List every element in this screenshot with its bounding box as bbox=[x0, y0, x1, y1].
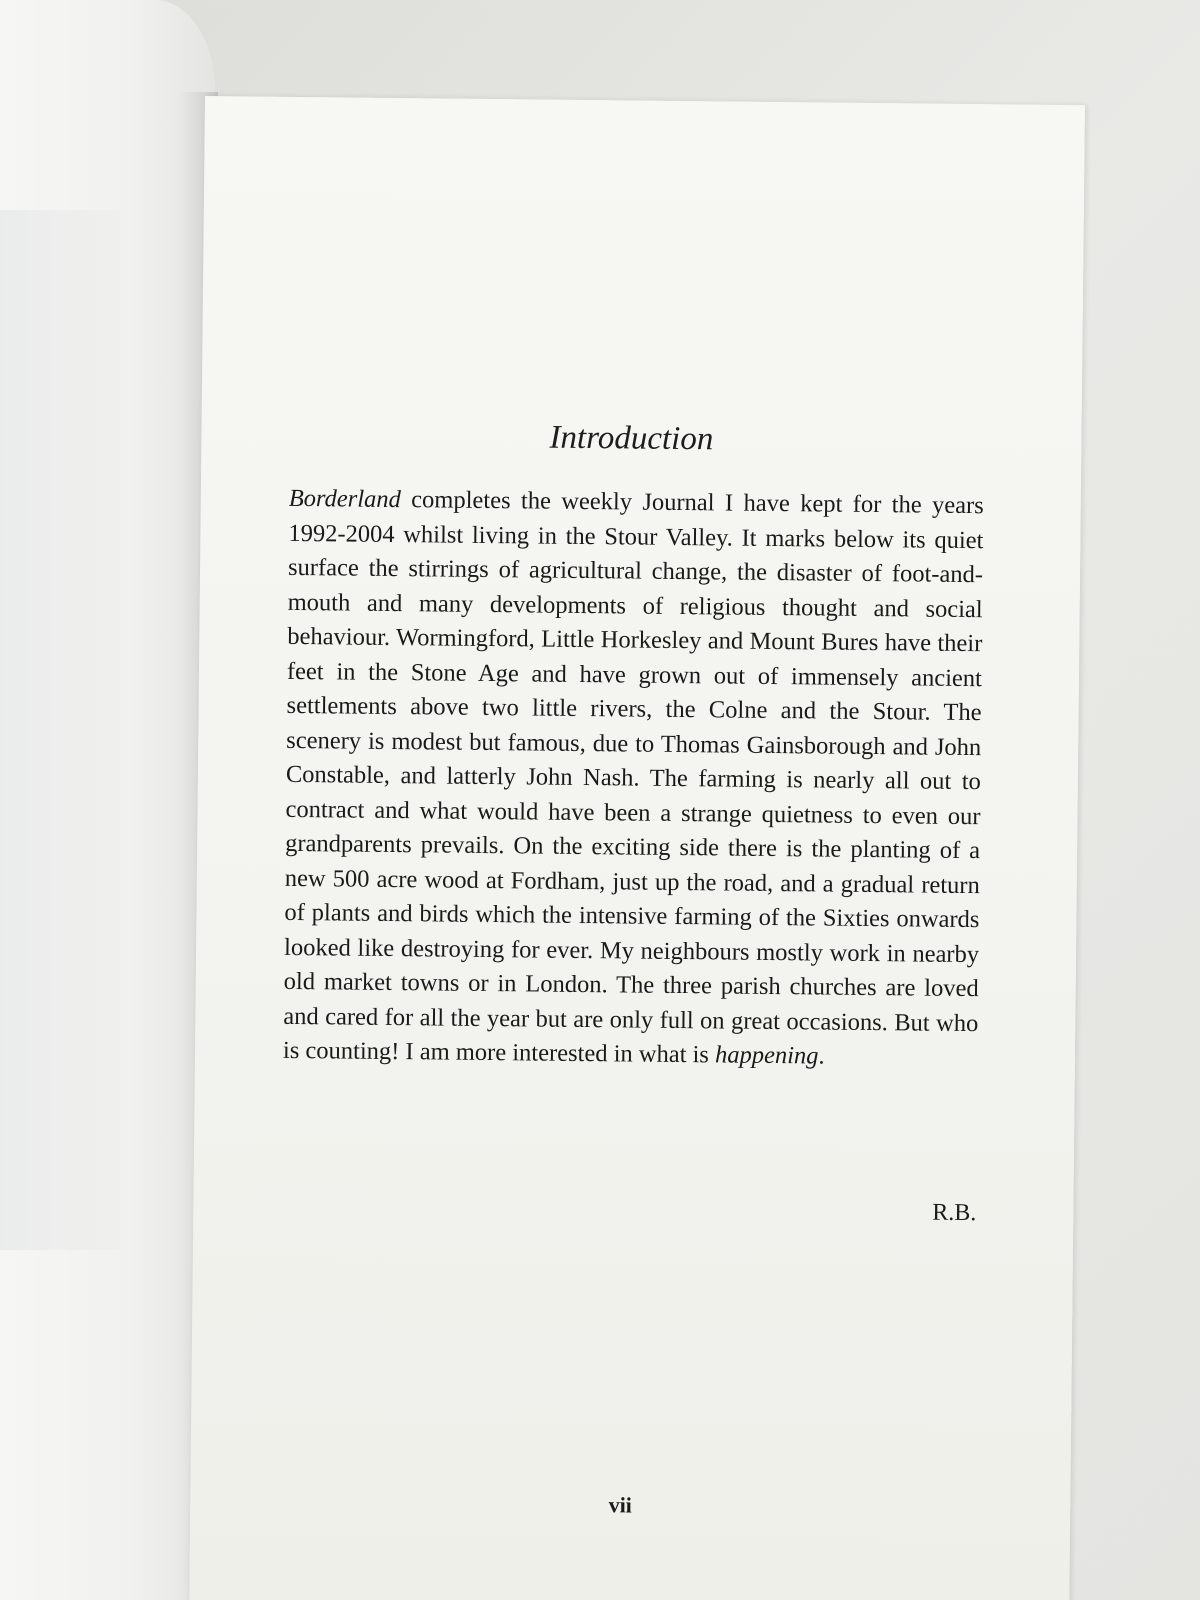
book-page bbox=[189, 96, 1085, 1600]
page-title: Introduction bbox=[549, 419, 714, 458]
show-through-text bbox=[0, 210, 120, 1250]
author-initials: R.B. bbox=[932, 1199, 977, 1227]
book-title-italic: Borderland bbox=[288, 484, 401, 514]
introduction-paragraph bbox=[283, 482, 984, 1076]
page-number: vii bbox=[608, 1492, 633, 1518]
paragraph-end: . bbox=[818, 1042, 825, 1070]
emphasis-italic: happening bbox=[714, 1041, 819, 1070]
paragraph-text: completes the weekly Journal I have kept for the years 1992-2004 whilst living in the Stour Valley. It marks below its quiet surface the stirrings of agricultural change, the disaster of foot-and-mouth and many developments of religious thought and social behaviour. Wormingford, Little Horkesley and Mount Bures have their feet in the Stone Age and have grown out of immensely ancient settlements above two little rivers, the Colne and the Stour. The scenery is modest but famous, due to Thomas Gainsborough and John Constable, and latterly John Nash. The farming is nearly all out to contract and what would have been a strange quietness to even our grandparents prevails. On the exciting side there is the planting of a new 500 acre wood at Fordham, just up the road, and a gradual return of plants and birds which the intensive farming of the Sixties onwards looked like destroying for ever. My neighbours mostly work in nearby old market towns or in London. The three parish churches are loved and cared for all the year but are only full on great occasions. But who is counting! I am more interested in what is bbox=[282, 486, 984, 1069]
